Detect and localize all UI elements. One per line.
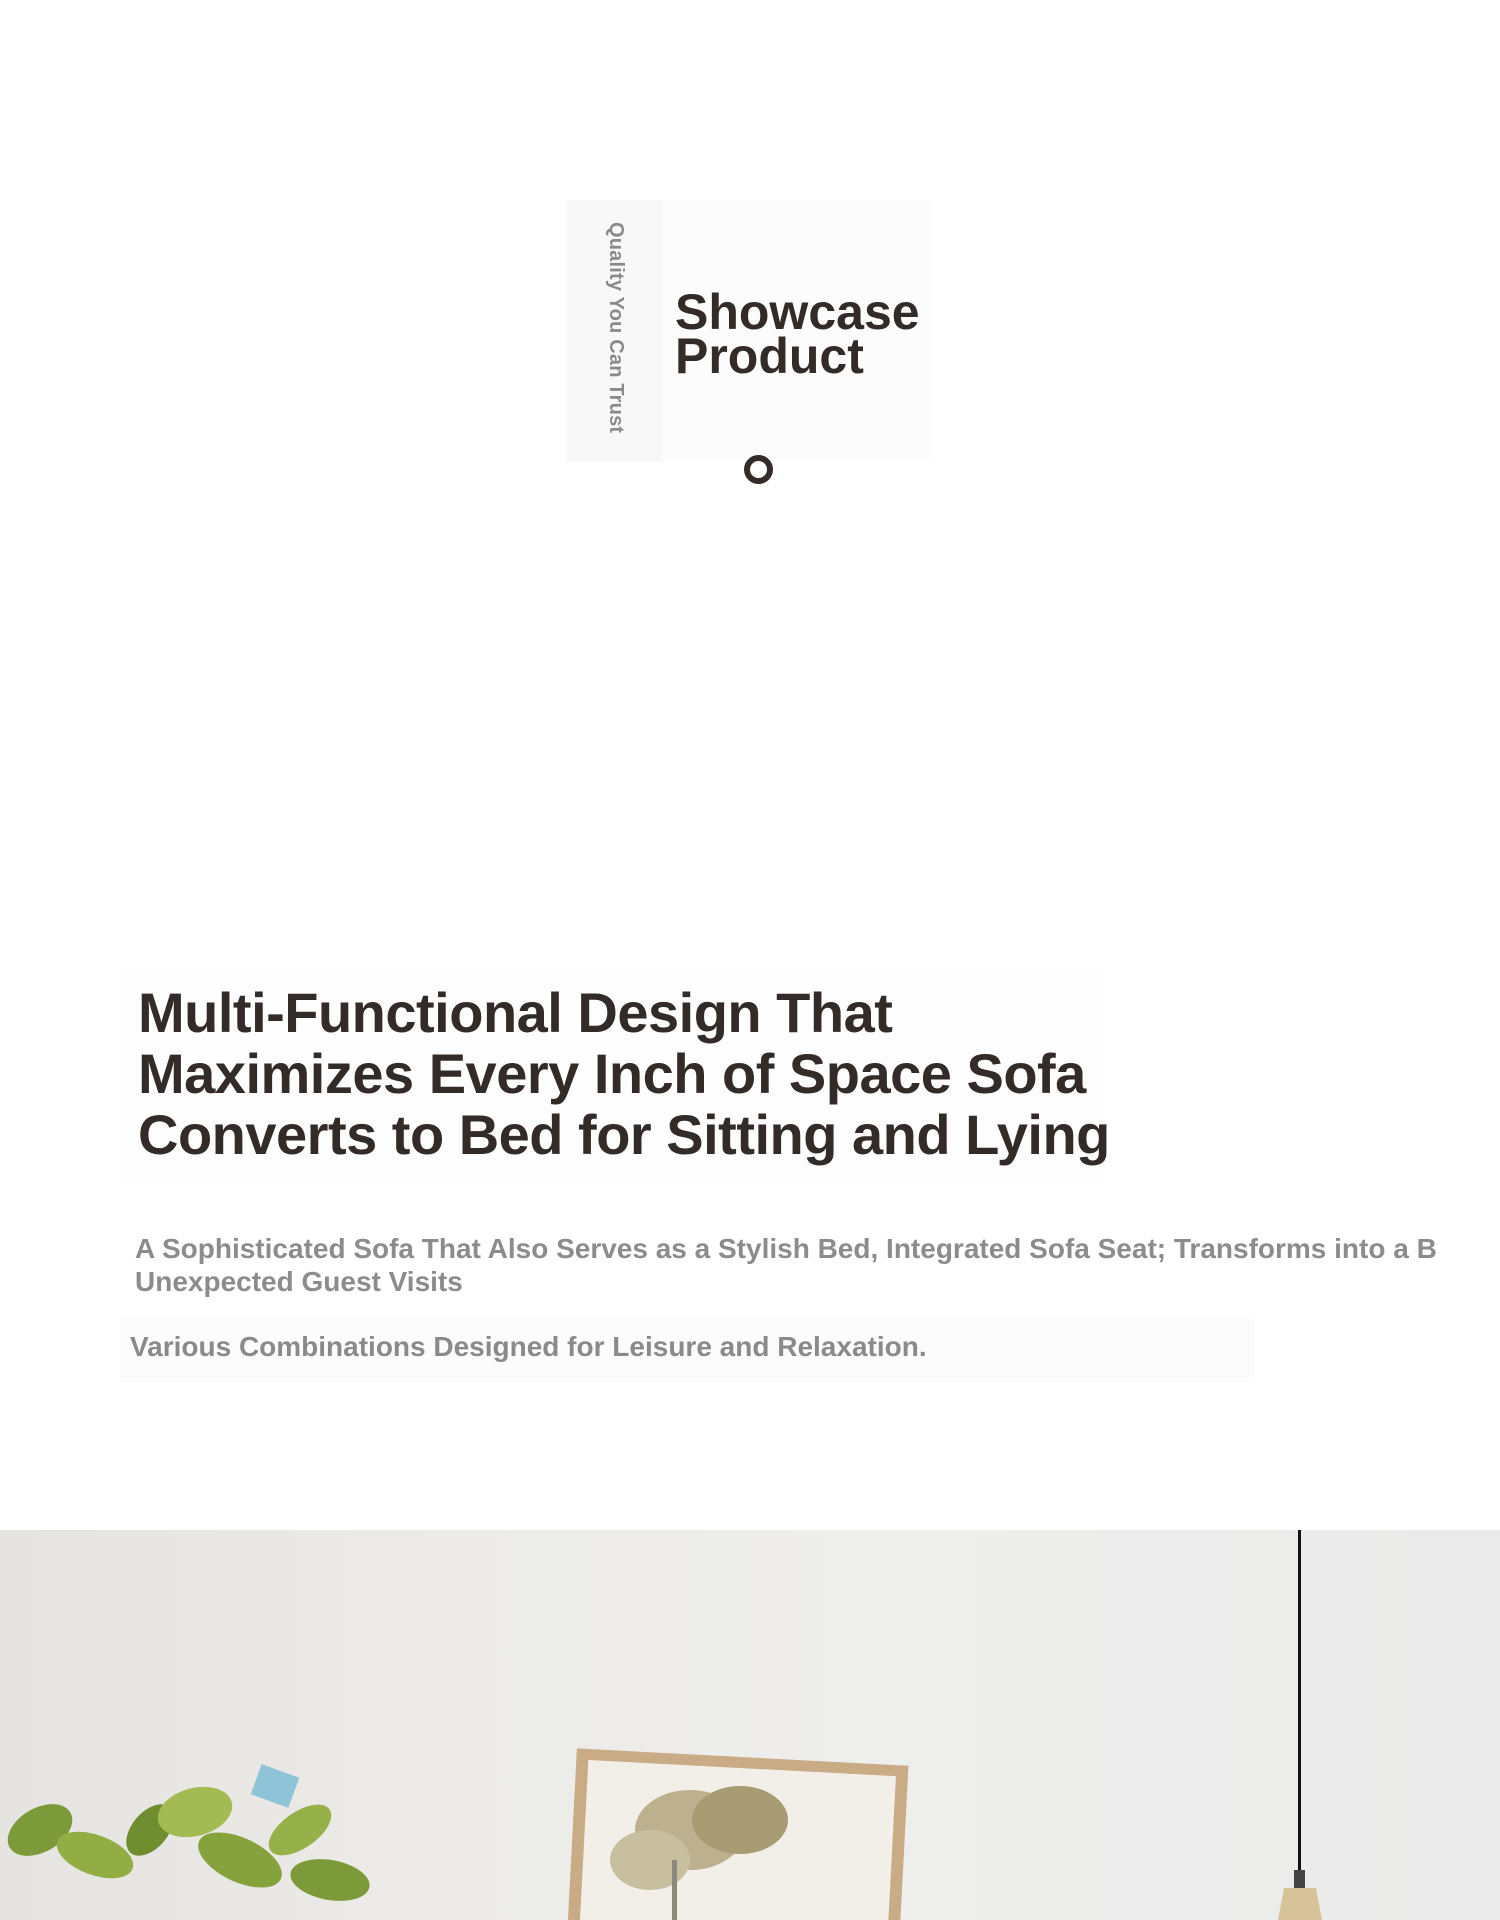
description-line-1: A Sophisticated Sofa That Also Serves as a Stylish Bed, Integrated Sofa Seat; Transforms into a B [135, 1233, 1437, 1264]
headline-line-3: Converts to Bed for Sitting and Lying [138, 1103, 1110, 1166]
headline-line-2: Maximizes Every Inch of Space Sofa [138, 1042, 1086, 1105]
lifestyle-photo [0, 1530, 1500, 1920]
plant-illustration [0, 1764, 373, 1907]
pendant-lamp [1278, 1530, 1322, 1920]
hero-title [675, 284, 935, 384]
hero-tagline: Quality You Can Trust [605, 222, 627, 434]
hero-title-line-1: Showcase [675, 284, 920, 340]
hero-title-line-2: Product [675, 328, 864, 384]
headline-line-1: Multi-Functional Design That [138, 981, 893, 1044]
ring-dot-icon [744, 455, 773, 484]
product-subtext: Various Combinations Designed for Leisure and Relaxation. [130, 1331, 927, 1362]
section-headline [138, 982, 1108, 1165]
lifestyle-photo-illustration [0, 1530, 1500, 1920]
product-description [135, 1232, 1500, 1298]
description-line-2: Unexpected Guest Visits [135, 1266, 463, 1297]
framed-picture [568, 1748, 909, 1920]
